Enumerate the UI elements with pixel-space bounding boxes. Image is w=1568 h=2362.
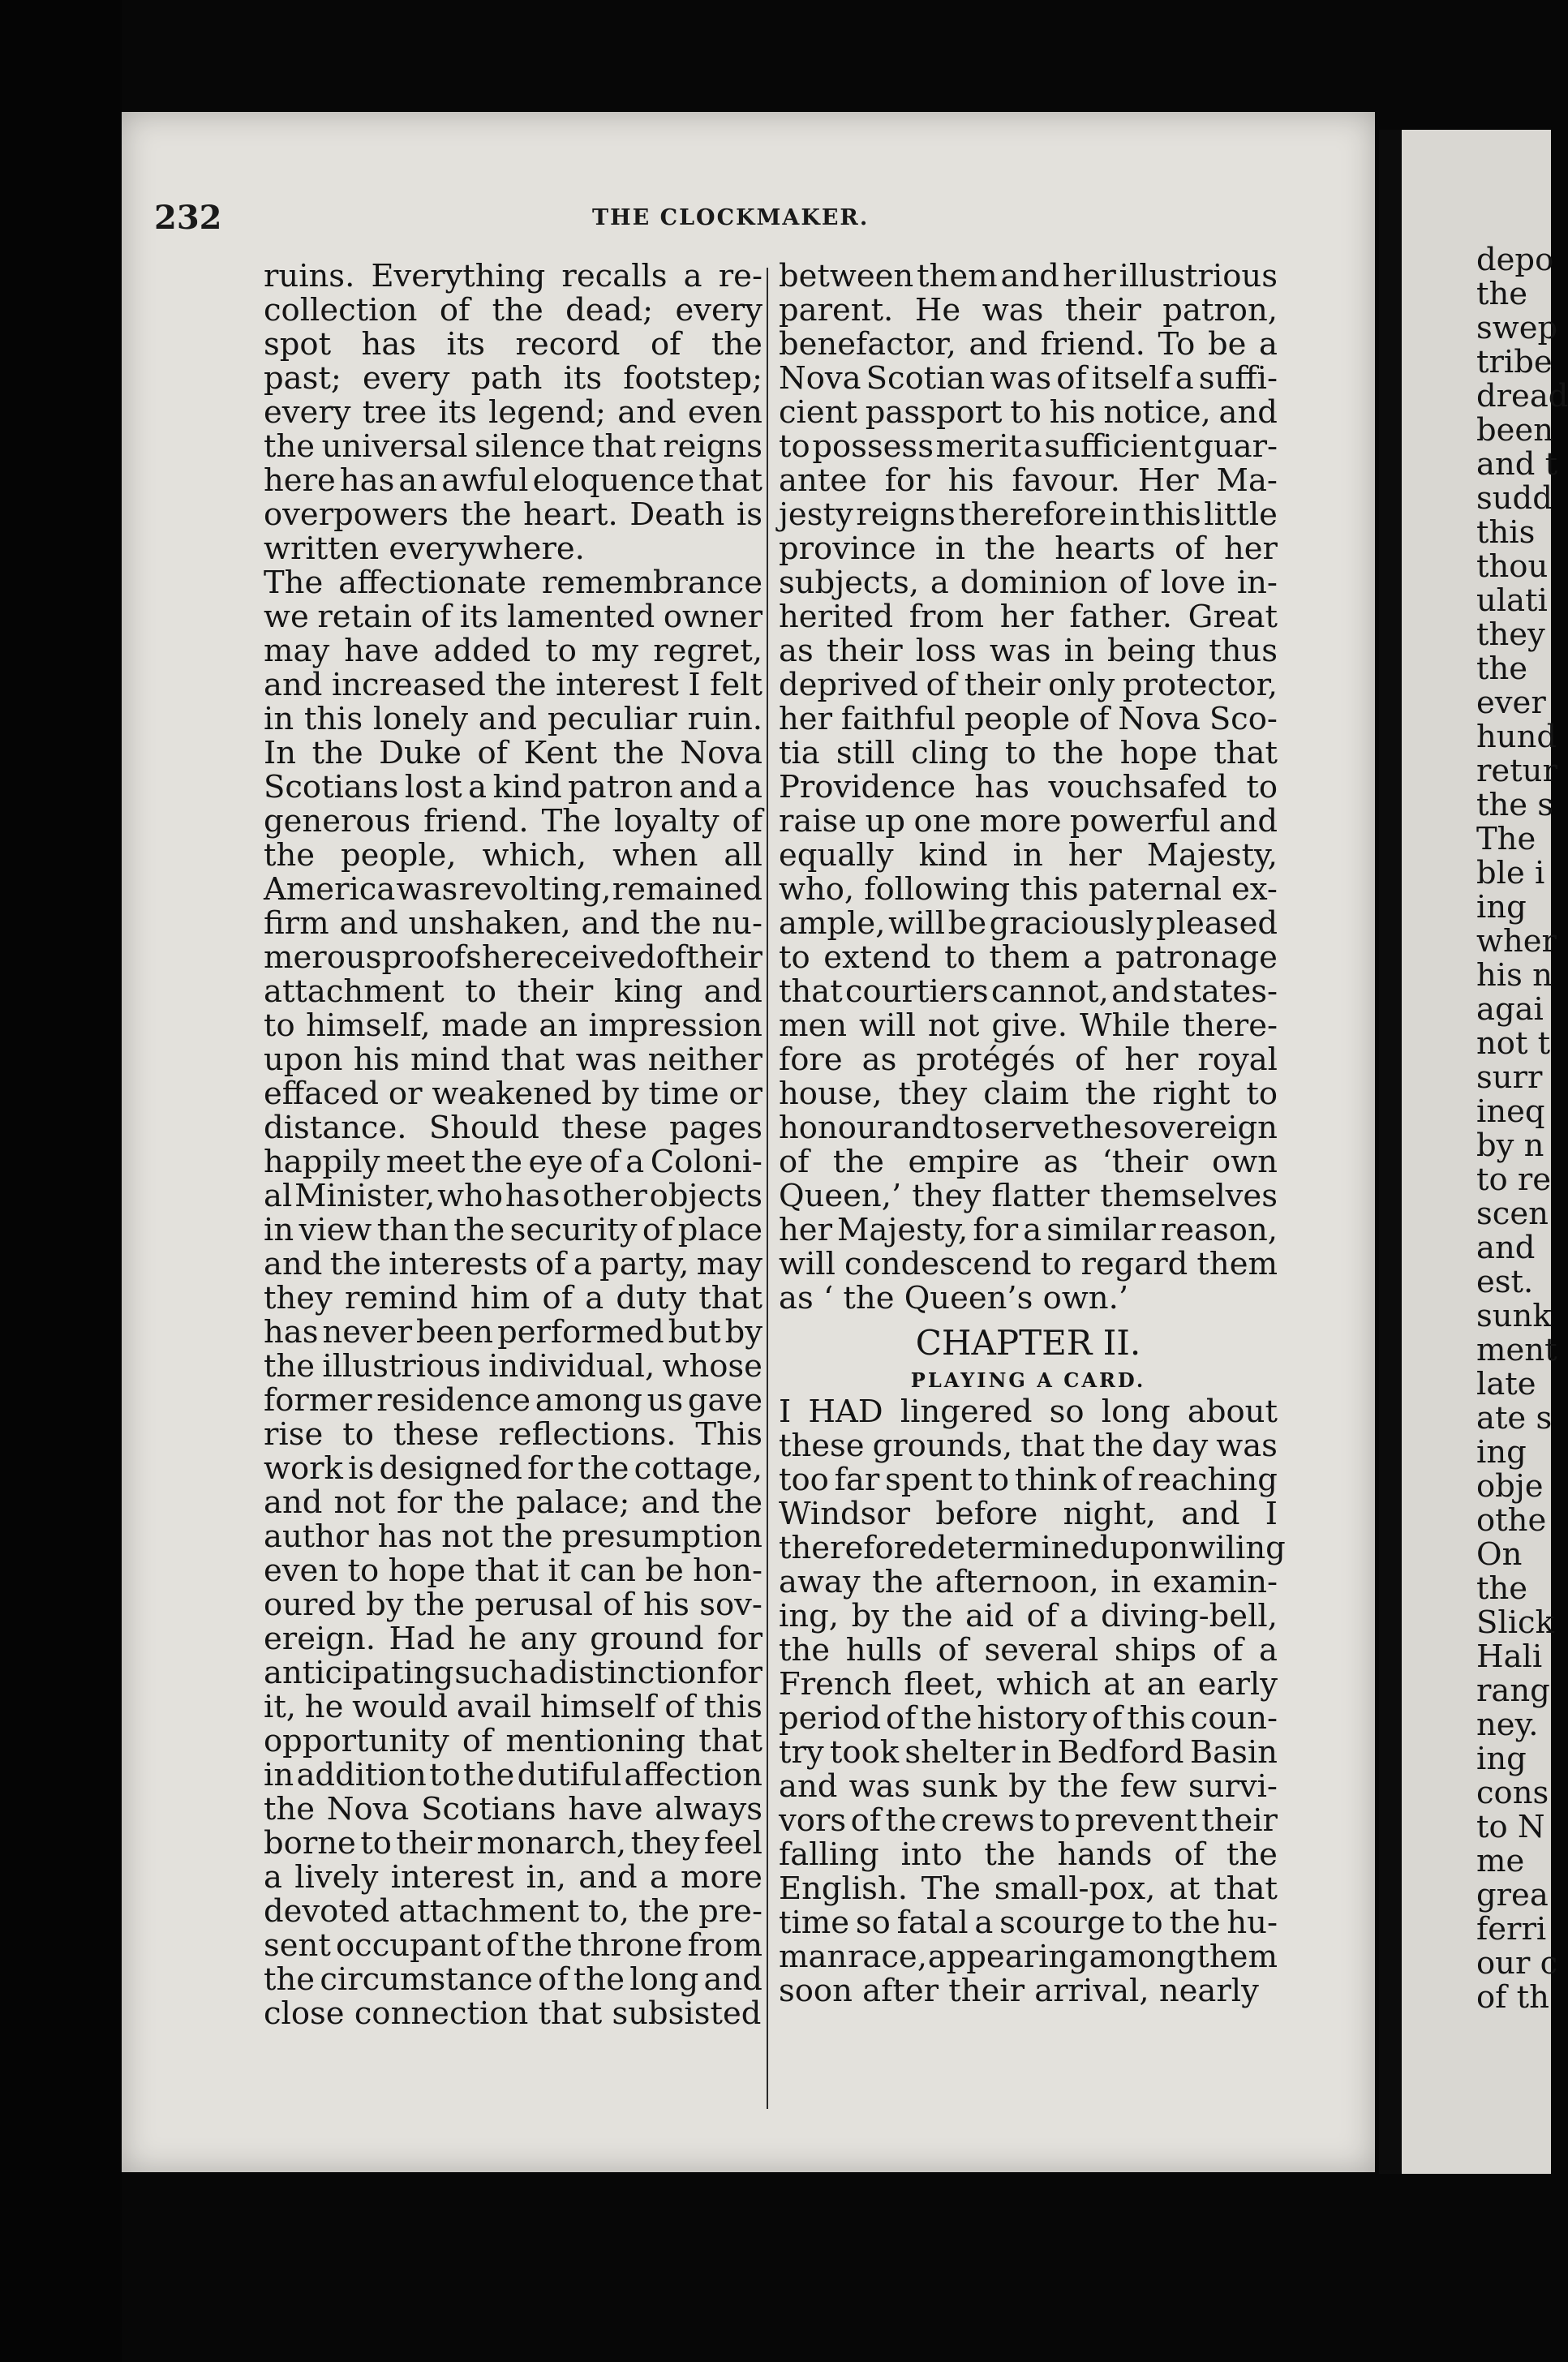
text-line: Queen,’ they flatter themselves — [779, 1178, 1278, 1214]
text-line: to extend to them a patronage — [779, 939, 1278, 976]
text-line: and — [1476, 1230, 1536, 1266]
text-line: antee for his favour. Her Ma- — [779, 462, 1278, 499]
text-line: and the interests of a party, may — [264, 1246, 763, 1282]
text-line: thou — [1476, 548, 1549, 585]
text-line: ing — [1476, 1741, 1527, 1777]
text-line: ing, by the aid of a diving-bell, — [779, 1598, 1278, 1634]
text-line: a lively interest in, and a more — [264, 1859, 763, 1896]
text-line: to re — [1476, 1162, 1552, 1198]
text-line: Windsor before night, and I — [779, 1496, 1278, 1532]
text-line: herited from her father. Great — [779, 599, 1278, 635]
text-line: dread — [1476, 378, 1568, 414]
text-line: falling into the hands of the — [779, 1836, 1278, 1873]
text-line: former residence among us gave — [264, 1382, 763, 1419]
text-line: cient passport to his notice, and — [779, 394, 1278, 431]
text-line: The — [1476, 821, 1536, 857]
text-line: parent. He was their patron, — [779, 292, 1278, 329]
running-title: THE CLOCKMAKER. — [592, 205, 870, 230]
text-line: opportunity of mentioning that — [264, 1723, 763, 1759]
text-line: away the afternoon, in examin- — [779, 1564, 1278, 1600]
text-line: to possess merit a sufficient guar- — [779, 428, 1278, 465]
left-text-column — [264, 260, 763, 2031]
text-line: agai — [1476, 991, 1544, 1028]
text-line: by n — [1476, 1127, 1544, 1164]
text-line: soon after their arrival, nearly — [779, 1973, 1259, 2009]
text-line: may have added to my regret, — [264, 633, 763, 669]
right-page-text-fragments — [1476, 243, 1568, 2015]
chapter-title: CHAPTER II. — [915, 1323, 1141, 1363]
text-line: of th — [1476, 1979, 1549, 2016]
text-line: swep — [1476, 310, 1558, 346]
text-line: distance. Should these pages — [264, 1110, 763, 1146]
text-line: sudd — [1476, 480, 1553, 517]
text-line: ing — [1476, 889, 1527, 925]
text-line: raise up one more powerful and — [779, 803, 1278, 840]
text-line: Providence has vouchsafed to — [779, 769, 1278, 805]
text-line: therefore determined upon wiling — [779, 1530, 1286, 1566]
middle-text-before-chapter — [779, 260, 1278, 1316]
text-line: obje — [1476, 1468, 1544, 1505]
text-line: firm and unshaken, and the nu- — [264, 905, 763, 942]
text-line: On — [1476, 1536, 1523, 1573]
text-line: vors of the crews to prevent their — [779, 1802, 1278, 1839]
text-line: has never been performed but by — [264, 1314, 763, 1351]
text-line: the Nova Scotians have always — [264, 1791, 763, 1827]
text-line: written everywhere. — [264, 530, 585, 567]
text-line: jesty reigns therefore in this little — [779, 496, 1278, 533]
text-line: I HAD lingered so long about — [779, 1394, 1278, 1430]
text-line: retur — [1476, 753, 1557, 789]
text-line: to N — [1476, 1809, 1545, 1845]
text-line: In the Duke of Kent the Nova — [264, 735, 763, 771]
page-header — [154, 199, 1298, 247]
chapter-subtitle: PLAYING A CARD. — [910, 1368, 1146, 1392]
text-line: sent occupant of the throne from — [264, 1927, 763, 1964]
text-line: the hulls of several ships of a — [779, 1632, 1278, 1668]
text-line: his n — [1476, 957, 1553, 994]
middle-text-after-chapter — [779, 1394, 1286, 2009]
text-line: the s — [1476, 787, 1554, 823]
text-line: been — [1476, 412, 1554, 449]
text-line: as ‘ the Queen’s own.’ — [779, 1280, 1129, 1316]
text-line: will condescend to regard them — [779, 1246, 1278, 1282]
text-line: and t — [1476, 446, 1558, 483]
text-line: honour and to serve the sovereign — [779, 1110, 1278, 1146]
text-line: past; every path its footstep; — [264, 360, 763, 397]
text-line: the — [1476, 1570, 1528, 1607]
text-line: Nova Scotian was of itself a suffi- — [779, 360, 1278, 397]
text-line: benefactor, and friend. To be a — [779, 326, 1278, 363]
text-line: depo — [1476, 242, 1554, 278]
text-line: every tree its legend; and even — [264, 394, 763, 431]
text-line: surr — [1476, 1059, 1543, 1096]
text-line: ble i — [1476, 855, 1545, 891]
text-line: in this lonely and peculiar ruin. — [264, 701, 763, 737]
text-line: al Minister, who has other objects — [264, 1178, 763, 1214]
text-line: Hali — [1476, 1638, 1543, 1675]
text-line: devoted attachment to, the pre- — [264, 1893, 763, 1930]
page-gutter — [1379, 130, 1402, 2174]
text-line: they — [1476, 616, 1545, 653]
text-line: the illustrious individual, whose — [264, 1348, 763, 1385]
text-line: collection of the dead; every — [264, 292, 763, 329]
text-line: it, he would avail himself of this — [264, 1689, 763, 1725]
text-line: fore as protégés of her royal — [779, 1041, 1278, 1078]
text-line: province in the hearts of her — [779, 530, 1278, 567]
text-line: work is designed for the cottage, — [264, 1450, 763, 1487]
text-line: the — [1476, 276, 1528, 312]
text-line: and increased the interest I felt — [264, 667, 763, 703]
text-line: English. The small-pox, at that — [779, 1870, 1278, 1907]
text-line: me — [1476, 1843, 1525, 1879]
text-line: Slick — [1476, 1604, 1554, 1641]
text-line: The affectionate remembrance — [264, 565, 763, 601]
text-line: rang — [1476, 1673, 1550, 1709]
text-line: the circumstance of the long and — [264, 1961, 763, 1998]
text-line: merous proofs he received of their — [264, 939, 763, 976]
text-line: scen — [1476, 1196, 1549, 1232]
column-divider — [767, 268, 768, 2109]
text-line: oured by the perusal of his sov- — [264, 1587, 763, 1623]
text-line: to himself, made an impression — [264, 1007, 763, 1044]
text-line: try took shelter in Bedford Basin — [779, 1734, 1278, 1771]
text-line: ferri — [1476, 1911, 1547, 1948]
text-line: as their loss was in being thus — [779, 633, 1278, 669]
text-line: house, they claim the right to — [779, 1076, 1278, 1112]
text-line: ever — [1476, 685, 1546, 721]
text-line: subjects, a dominion of love in- — [779, 565, 1278, 601]
text-line: in view than the security of place — [264, 1212, 763, 1248]
text-line: men will not give. While there- — [779, 1007, 1278, 1044]
text-line: close connection that subsisted — [264, 1995, 762, 2032]
text-line: these grounds, that the day was — [779, 1428, 1278, 1464]
text-line: even to hope that it can be hon- — [264, 1552, 763, 1589]
text-line: late — [1476, 1366, 1536, 1402]
text-line: time so fatal a scourge to the hu- — [779, 1905, 1278, 1941]
text-line: author has not the presumption — [264, 1518, 763, 1555]
text-line: cons — [1476, 1775, 1549, 1811]
text-line: America was revolting, remained — [264, 871, 763, 908]
text-line: we retain of its lamented owner — [264, 599, 763, 635]
text-line: too far spent to think of reaching — [779, 1462, 1278, 1498]
text-line: they remind him of a duty that — [264, 1280, 763, 1316]
text-line: not t — [1476, 1025, 1551, 1062]
text-line: ulati — [1476, 582, 1548, 619]
text-line: our c — [1476, 1945, 1558, 1982]
text-line: that courtiers cannot, and states- — [779, 973, 1278, 1010]
text-line: borne to their monarch, they feel — [264, 1825, 763, 1862]
text-line: equally kind in her Majesty, — [779, 837, 1278, 874]
text-line: ney. — [1476, 1707, 1539, 1743]
text-line: tribe — [1476, 344, 1553, 380]
text-line: tia still cling to the hope that — [779, 735, 1278, 771]
text-line: here has an awful eloquence that — [264, 462, 763, 499]
text-line: happily meet the eye of a Coloni- — [264, 1144, 763, 1180]
text-line: in addition to the dutiful affection — [264, 1757, 763, 1793]
text-line: Scotians lost a kind patron and a — [264, 769, 763, 805]
text-line: sunk — [1476, 1298, 1552, 1334]
text-line: rise to these reflections. This — [264, 1416, 763, 1453]
text-line: hund — [1476, 719, 1557, 755]
text-line: man race, appearing among them — [779, 1939, 1278, 1975]
text-line: est. — [1476, 1264, 1534, 1300]
text-line: the — [1476, 651, 1528, 687]
page-number: 232 — [154, 199, 222, 237]
text-line: ate s — [1476, 1400, 1553, 1437]
text-line: who, following this paternal ex- — [779, 871, 1278, 908]
text-line: period of the history of this coun- — [779, 1700, 1278, 1737]
text-line: othe — [1476, 1502, 1547, 1539]
text-line: effaced or weakened by time or — [264, 1076, 763, 1112]
text-line: her Majesty, for a similar reason, — [779, 1212, 1278, 1248]
text-line: ample, will be graciously pleased — [779, 905, 1278, 942]
text-line: this — [1476, 514, 1536, 551]
middle-text-column — [779, 258, 1286, 2009]
text-line: deprived of their only protector, — [779, 667, 1278, 703]
text-line: ment — [1476, 1332, 1557, 1368]
text-line: spot has its record of the — [264, 326, 763, 363]
text-line: of the empire as ‘their own — [779, 1144, 1278, 1180]
text-line: and not for the palace; and the — [264, 1484, 763, 1521]
text-line: the universal silence that reigns — [264, 428, 763, 465]
text-line: grea — [1476, 1877, 1549, 1913]
text-line: ineq — [1476, 1093, 1545, 1130]
text-line: the people, which, when all — [264, 837, 763, 874]
text-line: ing — [1476, 1434, 1527, 1471]
text-line: attachment to their king and — [264, 973, 763, 1010]
film-border — [0, 0, 122, 2362]
text-line: anticipating such a distinction for — [264, 1655, 763, 1691]
text-line: between them and her illustrious — [779, 258, 1278, 294]
text-line: her faithful people of Nova Sco- — [779, 701, 1278, 737]
text-line: generous friend. The loyalty of — [264, 803, 763, 840]
text-line: ereign. Had he any ground for — [264, 1621, 763, 1657]
text-line: and was sunk by the few survi- — [779, 1768, 1278, 1805]
text-line: overpowers the heart. Death is — [264, 496, 763, 533]
text-line: wher — [1476, 923, 1557, 960]
text-line: ruins. Everything recalls a re- — [264, 258, 763, 294]
text-line: upon his mind that was neither — [264, 1041, 763, 1078]
text-line: French fleet, which at an early — [779, 1666, 1278, 1703]
